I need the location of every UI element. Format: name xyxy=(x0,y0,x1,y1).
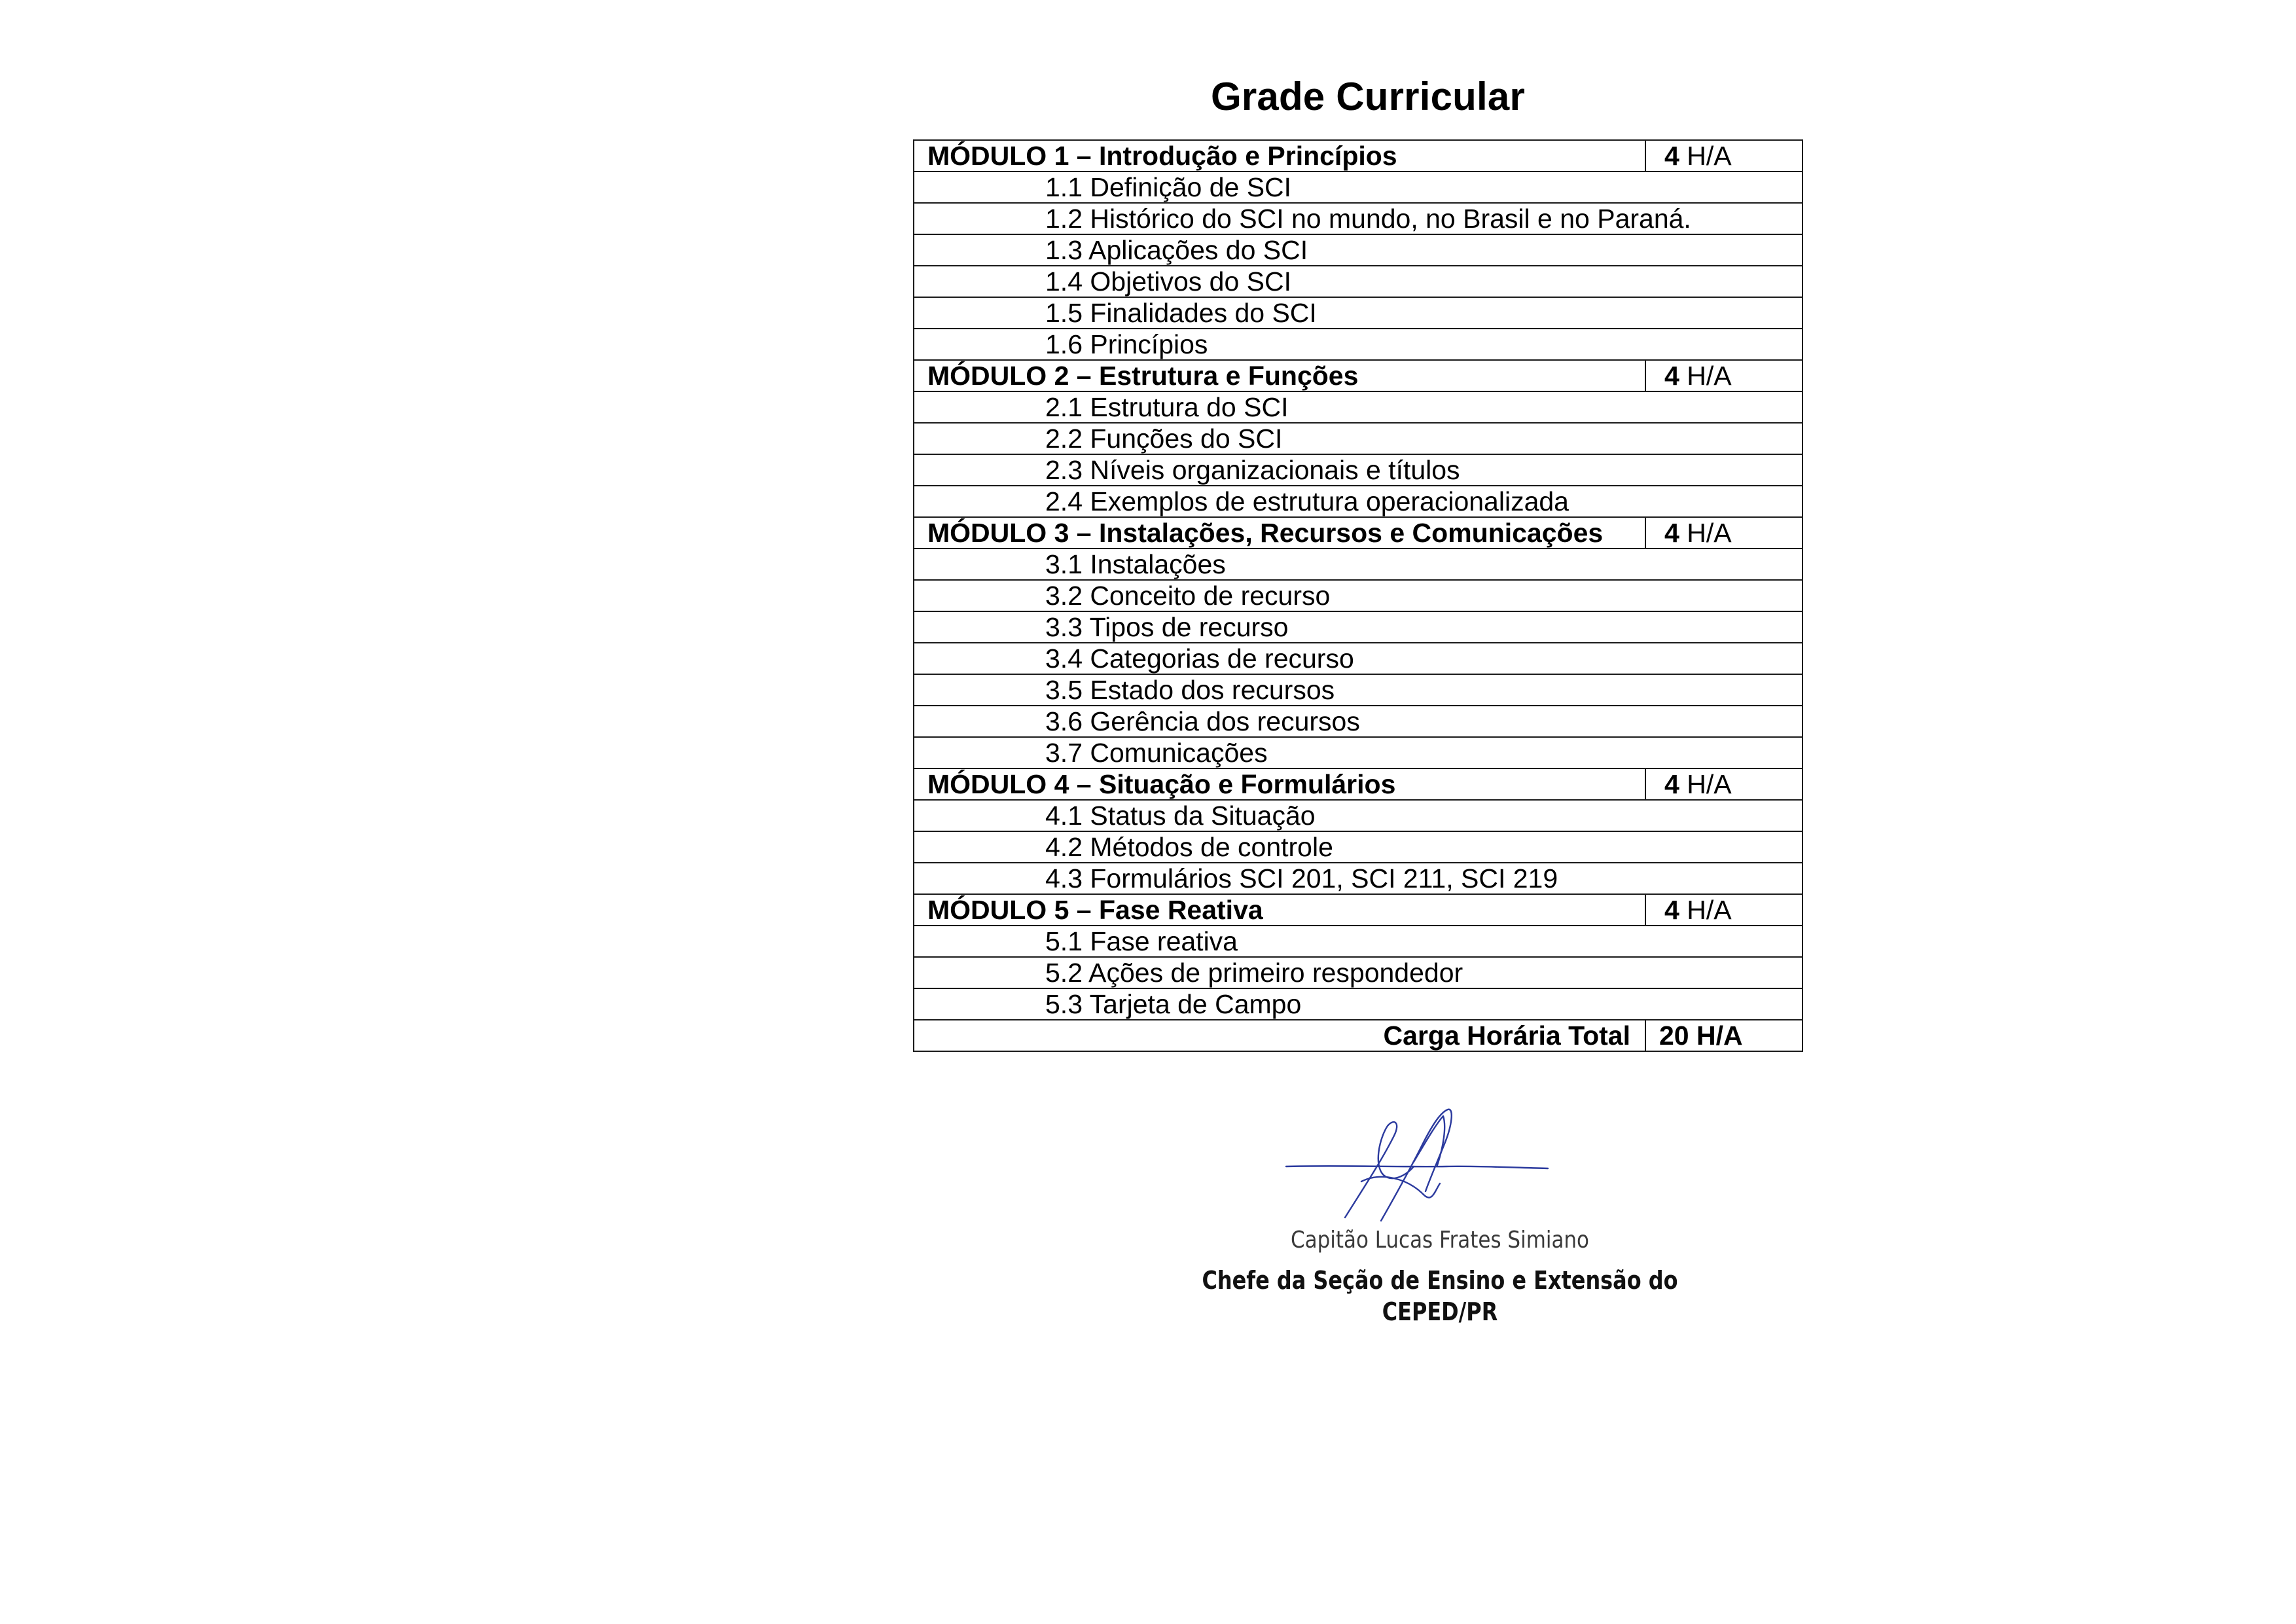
hours-value: 4 xyxy=(1664,895,1679,925)
topic-label: 4.3 Formulários SCI 201, SCI 211, SCI 219 xyxy=(914,863,1803,894)
topic-row xyxy=(914,674,1803,706)
topic-row xyxy=(914,988,1803,1020)
topic-label: 3.4 Categorias de recurso xyxy=(914,643,1803,674)
topic-row xyxy=(914,297,1803,329)
topic-label: 1.3 Aplicações do SCI xyxy=(914,234,1803,266)
topic-label: 3.2 Conceito de recurso xyxy=(914,580,1803,611)
curriculum-table xyxy=(913,139,1803,1052)
topic-label: 1.1 Definição de SCI xyxy=(914,171,1803,203)
topic-label: 4.2 Métodos de controle xyxy=(914,831,1803,863)
topic-label: 1.4 Objetivos do SCI xyxy=(914,266,1803,297)
topic-label: 1.2 Histórico do SCI no mundo, no Brasil e no Paraná. xyxy=(914,203,1803,234)
topic-label: 1.6 Princípios xyxy=(914,329,1803,360)
topic-label: 3.7 Comunicações xyxy=(914,737,1803,768)
hours-value: 4 xyxy=(1664,141,1679,171)
total-label: Carga Horária Total xyxy=(914,1020,1645,1051)
topic-label: 5.3 Tarjeta de Campo xyxy=(914,988,1803,1020)
module-title: MÓDULO 5 – Fase Reativa xyxy=(914,894,1645,926)
topic-label: 3.6 Gerência dos recursos xyxy=(914,706,1803,737)
module-row xyxy=(914,517,1803,549)
hours-unit: H/A xyxy=(1679,141,1732,171)
topic-row xyxy=(914,957,1803,988)
topic-row xyxy=(914,266,1803,297)
topic-label: 4.1 Status da Situação xyxy=(914,800,1803,831)
module-title: MÓDULO 3 – Instalações, Recursos e Comunicações xyxy=(914,517,1645,549)
topic-row xyxy=(914,423,1803,454)
topic-row xyxy=(914,580,1803,611)
topic-row xyxy=(914,831,1803,863)
total-row xyxy=(914,1020,1803,1051)
hours-value: 4 xyxy=(1664,769,1679,799)
signature-loop-stroke xyxy=(1345,1122,1414,1218)
hours-unit: H/A xyxy=(1679,518,1732,548)
module-hours xyxy=(1645,894,1803,926)
module-hours xyxy=(1645,768,1803,800)
topic-row xyxy=(914,486,1803,517)
topic-row xyxy=(914,800,1803,831)
topic-row xyxy=(914,549,1803,580)
topic-row xyxy=(914,171,1803,203)
module-hours xyxy=(1645,360,1803,391)
topic-row xyxy=(914,329,1803,360)
page-title: Grade Curricular xyxy=(1210,75,1526,118)
topic-row xyxy=(914,706,1803,737)
topic-label: 2.3 Níveis organizacionais e títulos xyxy=(914,454,1803,486)
topic-row xyxy=(914,234,1803,266)
topic-label: 5.1 Fase reativa xyxy=(914,926,1803,957)
handwritten-signature xyxy=(1283,1106,1558,1231)
module-hours xyxy=(1645,140,1803,171)
signatory-role: Chefe da Seção de Ensino e Extensão do CEPED/PR xyxy=(1202,1266,1678,1326)
signature-peak-stroke xyxy=(1381,1110,1452,1221)
signatory-name: Capitão Lucas Frates Simiano xyxy=(1290,1227,1589,1254)
module-row xyxy=(914,140,1803,171)
total-value: 20 H/A xyxy=(1645,1020,1803,1051)
topic-row xyxy=(914,203,1803,234)
topic-row xyxy=(914,611,1803,643)
topic-row xyxy=(914,391,1803,423)
hours-value: 4 xyxy=(1664,361,1679,391)
topic-row xyxy=(914,863,1803,894)
module-row xyxy=(914,894,1803,926)
hours-unit: H/A xyxy=(1679,895,1732,925)
topic-row xyxy=(914,737,1803,768)
topic-label: 5.2 Ações de primeiro respondedor xyxy=(914,957,1803,988)
topic-label: 3.5 Estado dos recursos xyxy=(914,674,1803,706)
topic-label: 3.1 Instalações xyxy=(914,549,1803,580)
hours-unit: H/A xyxy=(1679,769,1732,799)
topic-label: 3.3 Tipos de recurso xyxy=(914,611,1803,643)
topic-row xyxy=(914,926,1803,957)
hours-value: 4 xyxy=(1664,518,1679,548)
topic-label: 1.5 Finalidades do SCI xyxy=(914,297,1803,329)
topic-row xyxy=(914,643,1803,674)
module-row xyxy=(914,360,1803,391)
module-title: MÓDULO 2 – Estrutura e Funções xyxy=(914,360,1645,391)
topic-label: 2.1 Estrutura do SCI xyxy=(914,391,1803,423)
signature-baseline-stroke xyxy=(1286,1166,1548,1168)
signature-tail-stroke xyxy=(1414,1116,1444,1165)
topic-label: 2.2 Funções do SCI xyxy=(914,423,1803,454)
hours-unit: H/A xyxy=(1679,361,1732,391)
module-row xyxy=(914,768,1803,800)
signature-strokes xyxy=(1286,1110,1548,1221)
module-title: MÓDULO 4 – Situação e Formulários xyxy=(914,768,1645,800)
module-hours xyxy=(1645,517,1803,549)
topic-row xyxy=(914,454,1803,486)
topic-label: 2.4 Exemplos de estrutura operacionalizada xyxy=(914,486,1803,517)
module-title: MÓDULO 1 – Introdução e Princípios xyxy=(914,140,1645,171)
